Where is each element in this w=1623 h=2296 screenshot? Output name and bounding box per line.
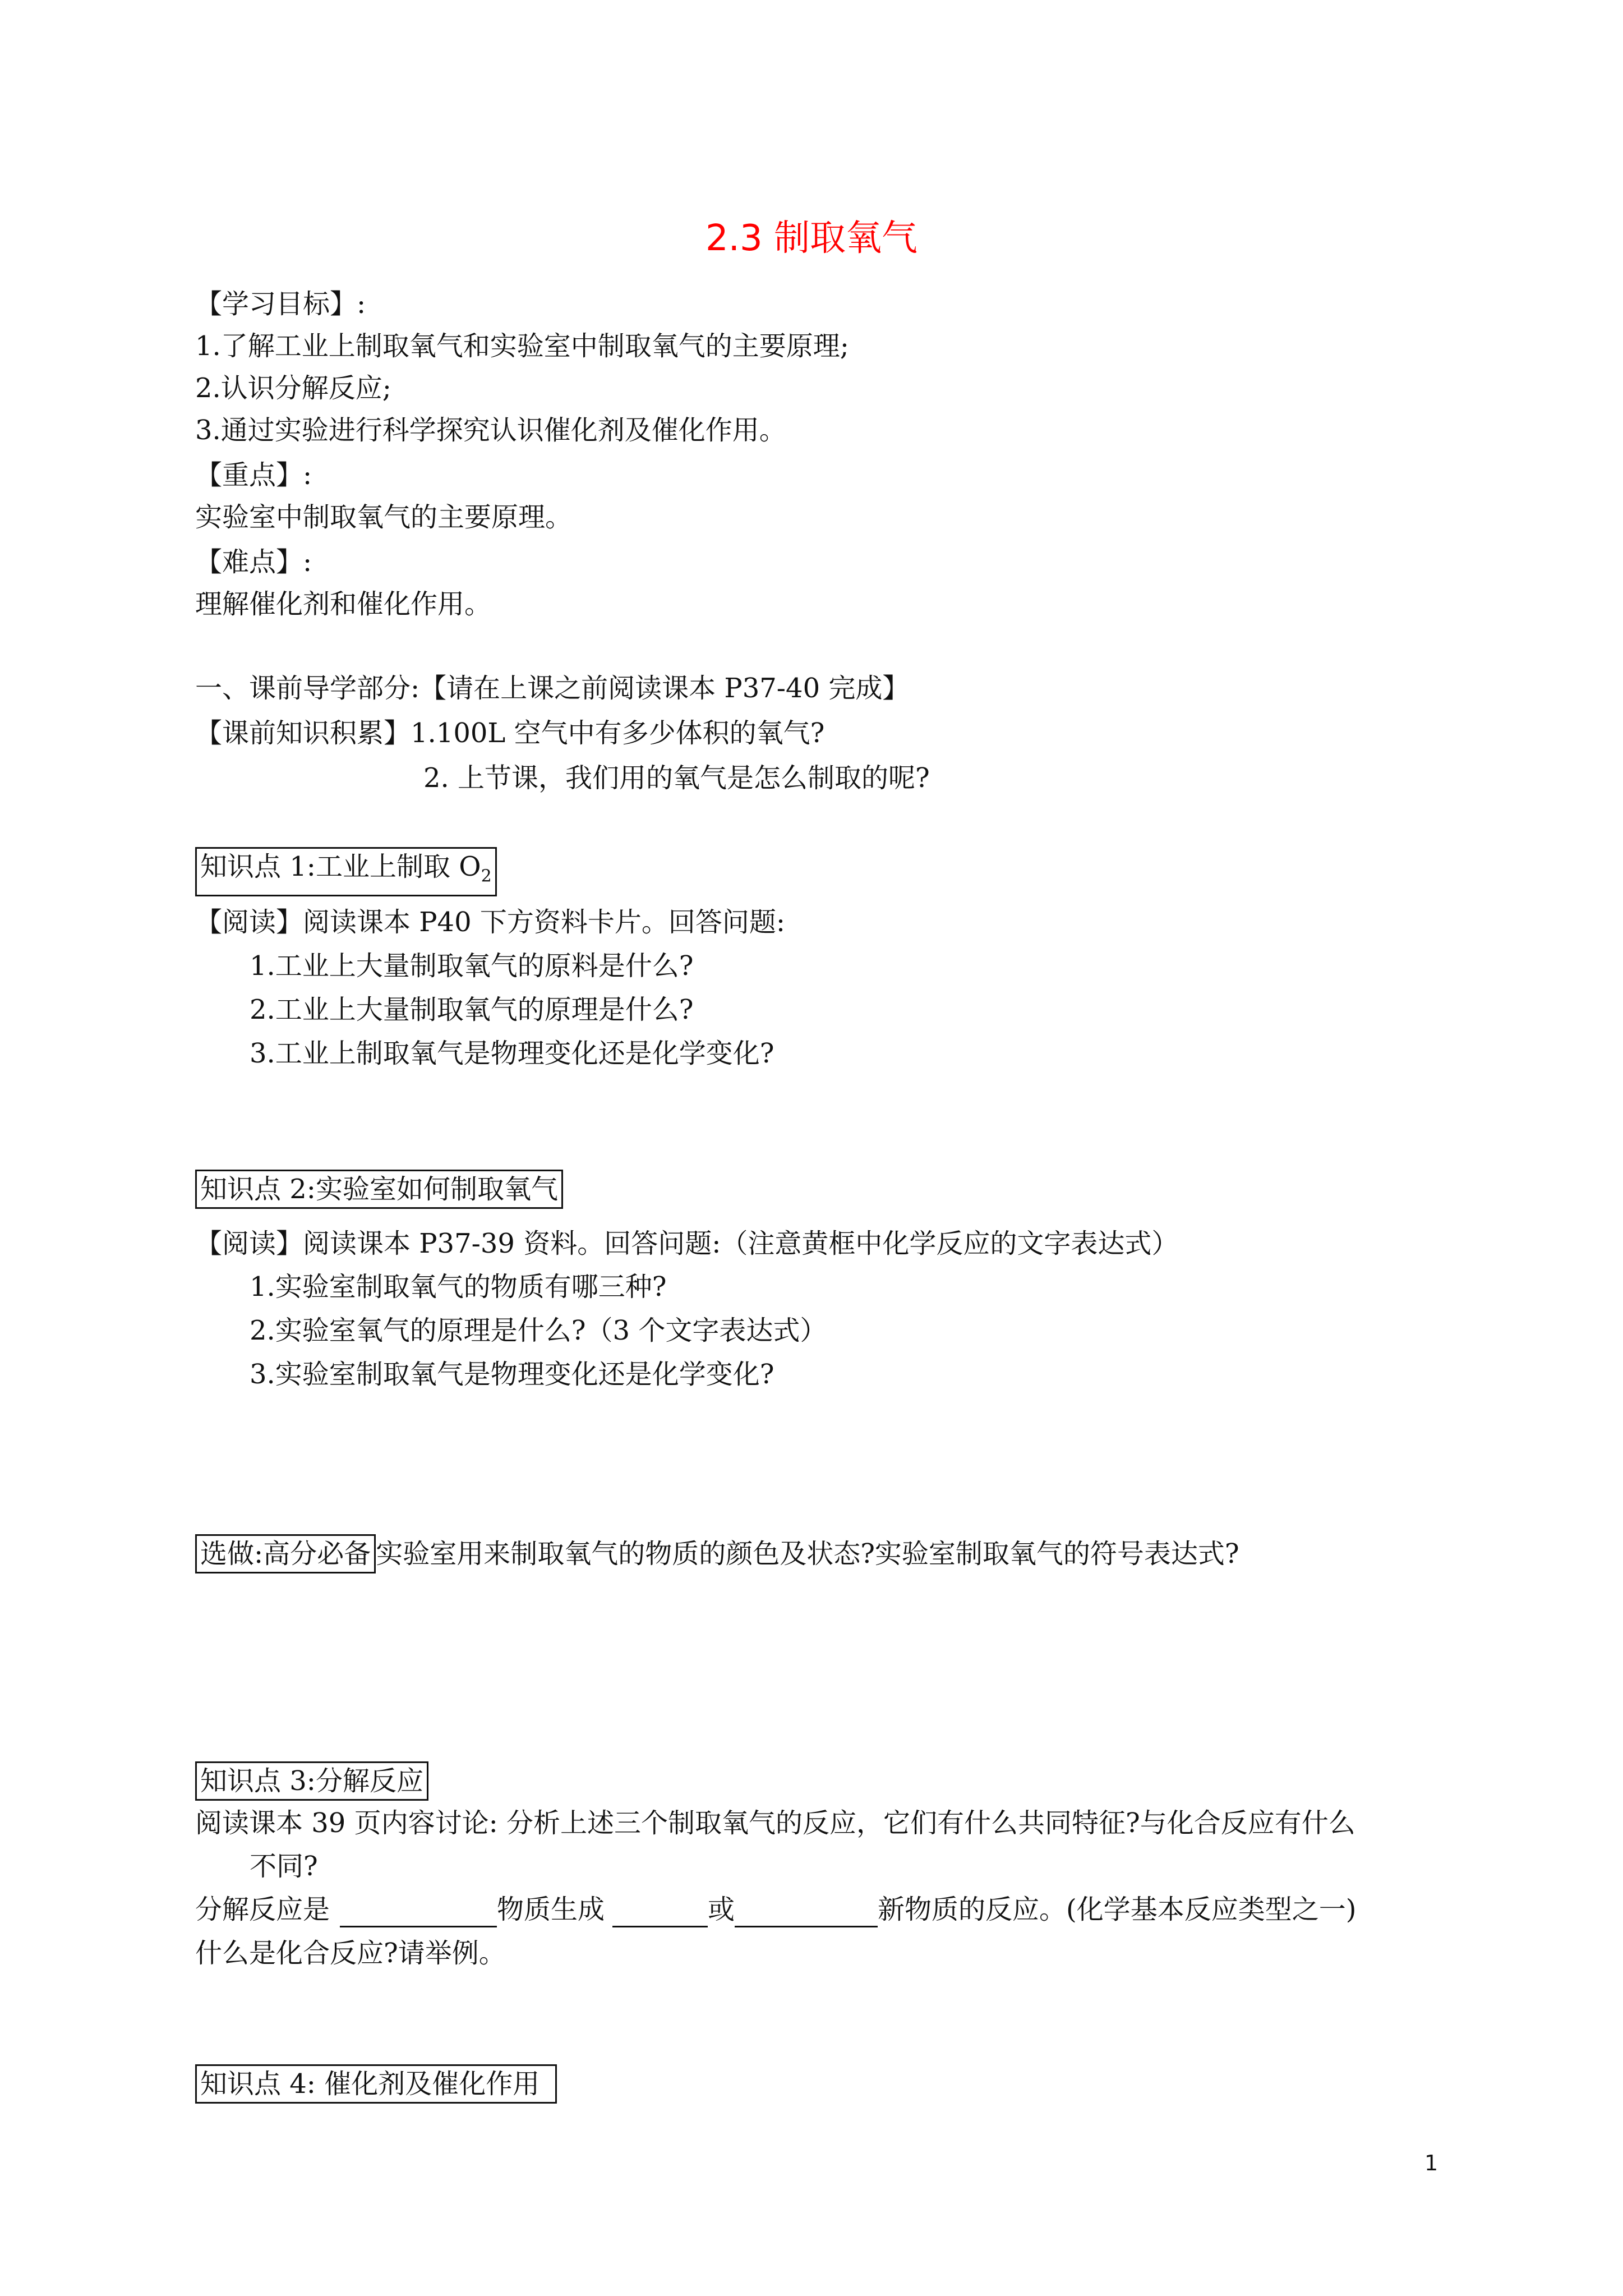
fill-blank-2[interactable] [612, 1897, 708, 1927]
optional-box: 选做:高分必备 [195, 1534, 376, 1573]
fill-mid-2: 或 [708, 1894, 735, 1925]
kp2-question-2: 2.实验室氧气的原理是什么?（3 个文字表达式） [250, 1315, 827, 1346]
kp1-question-1: 1.工业上大量制取氧气的原料是什么? [250, 950, 694, 982]
preview-question-2: 2. 上节课，我们用的氧气是怎么制取的呢? [423, 762, 930, 794]
kp1-reading: 【阅读】阅读课本 P40 下方资料卡片。回答问题: [195, 907, 786, 938]
preview-question-1: 1.100L 空气中有多少体积的氧气? [411, 717, 825, 749]
kp3-box-line [195, 1761, 428, 1801]
kp4-box-line [195, 2064, 557, 2104]
objective-item-2: 2.认识分解反应; [195, 372, 391, 404]
kp1-box-label: 知识点 1:工业上制取 O [200, 851, 481, 882]
difficulty-text: 理解催化剂和催化作用。 [195, 588, 492, 620]
kp3-combination-question: 什么是化合反应?请举例。 [195, 1938, 506, 1969]
kp3-fill-sentence [195, 1892, 1357, 1927]
kp2-reading: 【阅读】阅读课本 P37-39 资料。回答问题:（注意黄框中化学反应的文字表达式） [195, 1228, 1179, 1259]
fill-suffix: 新物质的反应。(化学基本反应类型之一) [878, 1894, 1357, 1925]
preview-section-title: 一、课前导学部分:【请在上课之前阅读课本 P37-40 完成】 [195, 673, 910, 704]
kp3-box: 知识点 3:分解反应 [195, 1761, 428, 1801]
kp3-discussion-line-2: 不同? [250, 1851, 318, 1882]
fill-mid-1: 物质生成 [497, 1894, 605, 1925]
page-title: 2.3 制取氧气 [705, 218, 918, 259]
objectives-heading: 【学习目标】: [195, 288, 366, 320]
optional-line [195, 1534, 1239, 1573]
kp2-question-3: 3.实验室制取氧气是物理变化还是化学变化? [250, 1359, 774, 1390]
accumulation-label: 【课前知识积累】 [195, 717, 411, 749]
kp2-box-line [195, 1170, 563, 1209]
fill-blank-3[interactable] [735, 1897, 878, 1927]
optional-text: 实验室用来制取氧气的物质的颜色及状态?实验室制取氧气的符号表达式? [376, 1538, 1239, 1570]
difficulty-heading: 【难点】: [195, 546, 312, 578]
page-number: 1 [1424, 2151, 1438, 2175]
fill-prefix: 分解反应是 [195, 1894, 330, 1925]
kp4-box: 知识点 4: 催化剂及催化作用 [195, 2064, 557, 2104]
preview-accumulation [195, 715, 824, 751]
kp1-box-line [195, 847, 497, 896]
fill-blank-1[interactable] [340, 1897, 497, 1927]
kp2-question-1: 1.实验室制取氧气的物质有哪三种? [250, 1271, 667, 1303]
kp3-discussion-line-1: 阅读课本 39 页内容讨论: 分析上述三个制取氧气的反应，它们有什么共同特征?与化合反应有什么 [195, 1807, 1355, 1839]
objective-item-3: 3.通过实验进行科学探究认识催化剂及催化作用。 [195, 415, 786, 446]
key-point-text: 实验室中制取氧气的主要原理。 [195, 501, 573, 533]
kp1-box [195, 847, 497, 896]
objective-item-1: 1.了解工业上制取氧气和实验室中制取氧气的主要原理; [195, 330, 849, 362]
kp1-box-subscript: 2 [481, 866, 492, 886]
kp2-box: 知识点 2:实验室如何制取氧气 [195, 1170, 563, 1209]
kp1-question-3: 3.工业上制取氧气是物理变化还是化学变化? [250, 1038, 774, 1069]
key-point-heading: 【重点】: [195, 459, 312, 491]
kp1-question-2: 2.工业上大量制取氧气的原理是什么? [250, 994, 694, 1025]
